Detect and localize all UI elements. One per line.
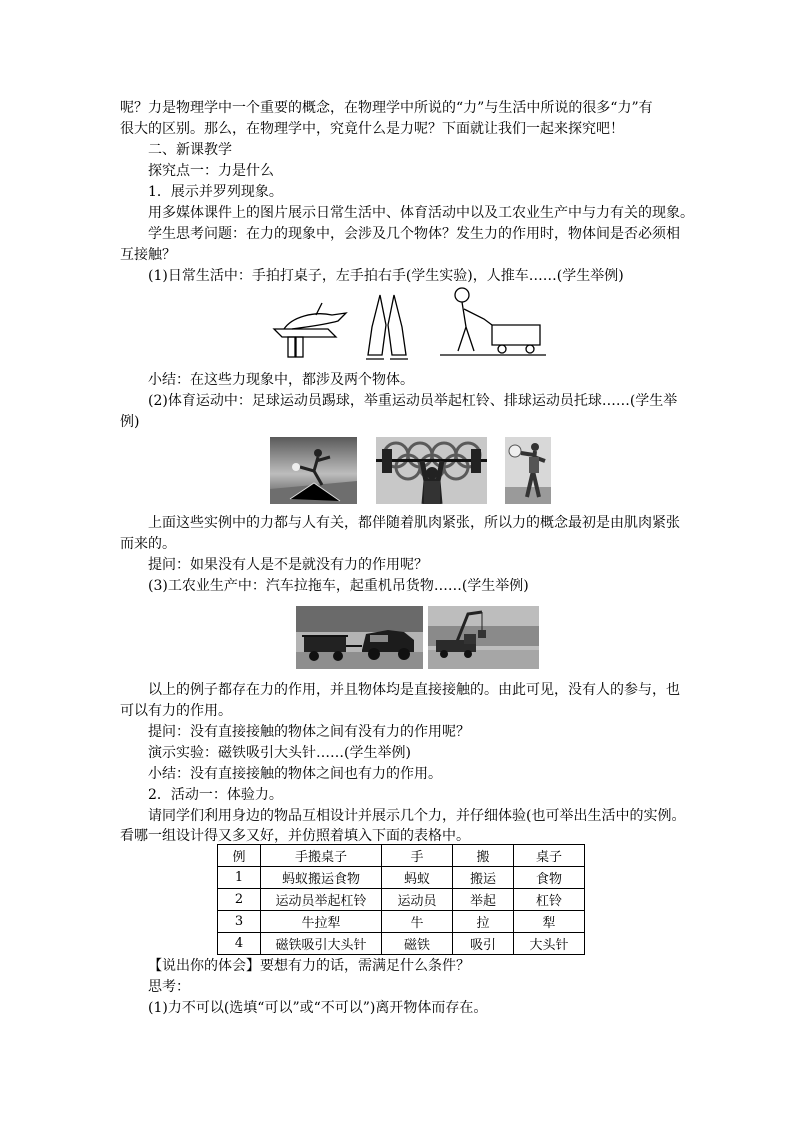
table-cell: 搬运	[453, 867, 514, 889]
table-row	[218, 933, 585, 955]
table-row	[218, 867, 585, 889]
text-line: (1)日常生活中：手拍打桌子，左手拍右手(学生实验)，人推车……(学生举例)	[148, 268, 624, 284]
table-row	[218, 889, 585, 911]
table-cell: 运动员	[382, 889, 453, 911]
table-cell: 拉	[453, 911, 514, 933]
text-line: 例)	[120, 414, 140, 430]
text-line: 用多媒体课件上的图片展示日常生活中、体育活动中以及工农业生产中与力有关的现象。	[148, 205, 694, 221]
photo-weightlifting	[376, 437, 487, 504]
table-cell: 蚂蚁搬运食物	[261, 867, 382, 889]
text-line: 呢？力是物理学中一个重要的概念，在物理学中所说的“力”与生活中所说的很多“力”有	[120, 100, 653, 116]
text-line: 以上的例子都存在力的作用，并且物体均是直接接触的。由此可见，没有人的参与，也	[148, 682, 680, 698]
table-header-cell: 搬	[453, 845, 514, 867]
table-cell: 举起	[453, 889, 514, 911]
table-cell: 磁铁	[382, 933, 453, 955]
text-line: (1)力不可以(选填“可以”或“不可以”)离开物体而存在。	[148, 1000, 488, 1016]
text-line: 学生思考问题：在力的现象中，会涉及几个物体？发生力的作用时，物体间是否必须相	[148, 226, 680, 242]
text-line: 小结：没有直接接触的物体之间也有力的作用。	[148, 766, 442, 782]
table-header-row	[218, 845, 585, 867]
photo-football-kick	[270, 437, 357, 504]
table-cell: 1	[218, 867, 261, 889]
text-line: (3)工农业生产中：汽车拉拖车，起重机吊货物……(学生举例)	[148, 578, 529, 594]
table-cell: 牛	[382, 911, 453, 933]
text-line: 而来的。	[120, 536, 176, 552]
text-line: 小结：在这些力现象中，都涉及两个物体。	[148, 372, 414, 388]
table-cell: 运动员举起杠铃	[261, 889, 382, 911]
text-line: 很大的区别。那么，在物理学中，究竟什么是力呢？下面就让我们一起来探究吧！	[120, 121, 624, 137]
table-header-cell: 例	[218, 845, 261, 867]
table-cell: 磁铁吸引大头针	[261, 933, 382, 955]
photo-crane-lifting-cargo	[428, 606, 539, 669]
table-cell: 蚂蚁	[382, 867, 453, 889]
text-line: 提问：如果没有人是不是就没有力的作用呢？	[148, 557, 428, 573]
table-cell: 犁	[514, 911, 585, 933]
section-heading: 二、新课教学	[148, 142, 232, 158]
text-line: 2．活动一：体验力。	[148, 787, 283, 803]
text-line: (2)体育运动中：足球运动员踢球，举重运动员举起杠铃、排球运动员托球……(学生举	[148, 393, 678, 409]
table-cell: 食物	[514, 867, 585, 889]
table-cell: 牛拉犁	[261, 911, 382, 933]
table-header-cell: 桌子	[514, 845, 585, 867]
photo-volleyball	[505, 437, 551, 504]
table-cell: 杠铃	[514, 889, 585, 911]
text-line: 上面这些实例中的力都与人有关，都伴随着肌肉紧张，所以力的概念最初是由肌肉紧张	[148, 515, 680, 531]
table-cell: 吸引	[453, 933, 514, 955]
text-line: 可以有力的作用。	[120, 703, 232, 719]
text-line: 看哪一组设计得又多又好，并仿照着填入下面的表格中。	[120, 828, 470, 844]
daily-life-illustrations	[270, 285, 550, 365]
force-examples-table	[217, 844, 585, 955]
table-cell: 3	[218, 911, 261, 933]
text-line: 互接触？	[120, 247, 176, 263]
text-line: 请同学们利用身边的物品互相设计并展示几个力，并仔细体验(也可举出生活中的实例。	[148, 808, 686, 824]
table-header-cell: 手	[382, 845, 453, 867]
table-row	[218, 911, 585, 933]
table-cell: 大头针	[514, 933, 585, 955]
text-line: 1．展示并罗列现象。	[148, 184, 283, 200]
text-line: 【说出你的体会】要想有力的话，需满足什么条件？	[148, 958, 470, 974]
table-header-cell: 手搬桌子	[261, 845, 382, 867]
text-line: 提问：没有直接接触的物体之间有没有力的作用呢？	[148, 724, 470, 740]
subsection-heading: 探究点一：力是什么	[148, 163, 274, 179]
table-cell: 2	[218, 889, 261, 911]
photo-car-towing-trailer	[296, 606, 423, 669]
text-line: 演示实验：磁铁吸引大头针……(学生举例)	[148, 745, 411, 761]
text-line: 思考：	[148, 979, 190, 995]
table-cell: 4	[218, 933, 261, 955]
